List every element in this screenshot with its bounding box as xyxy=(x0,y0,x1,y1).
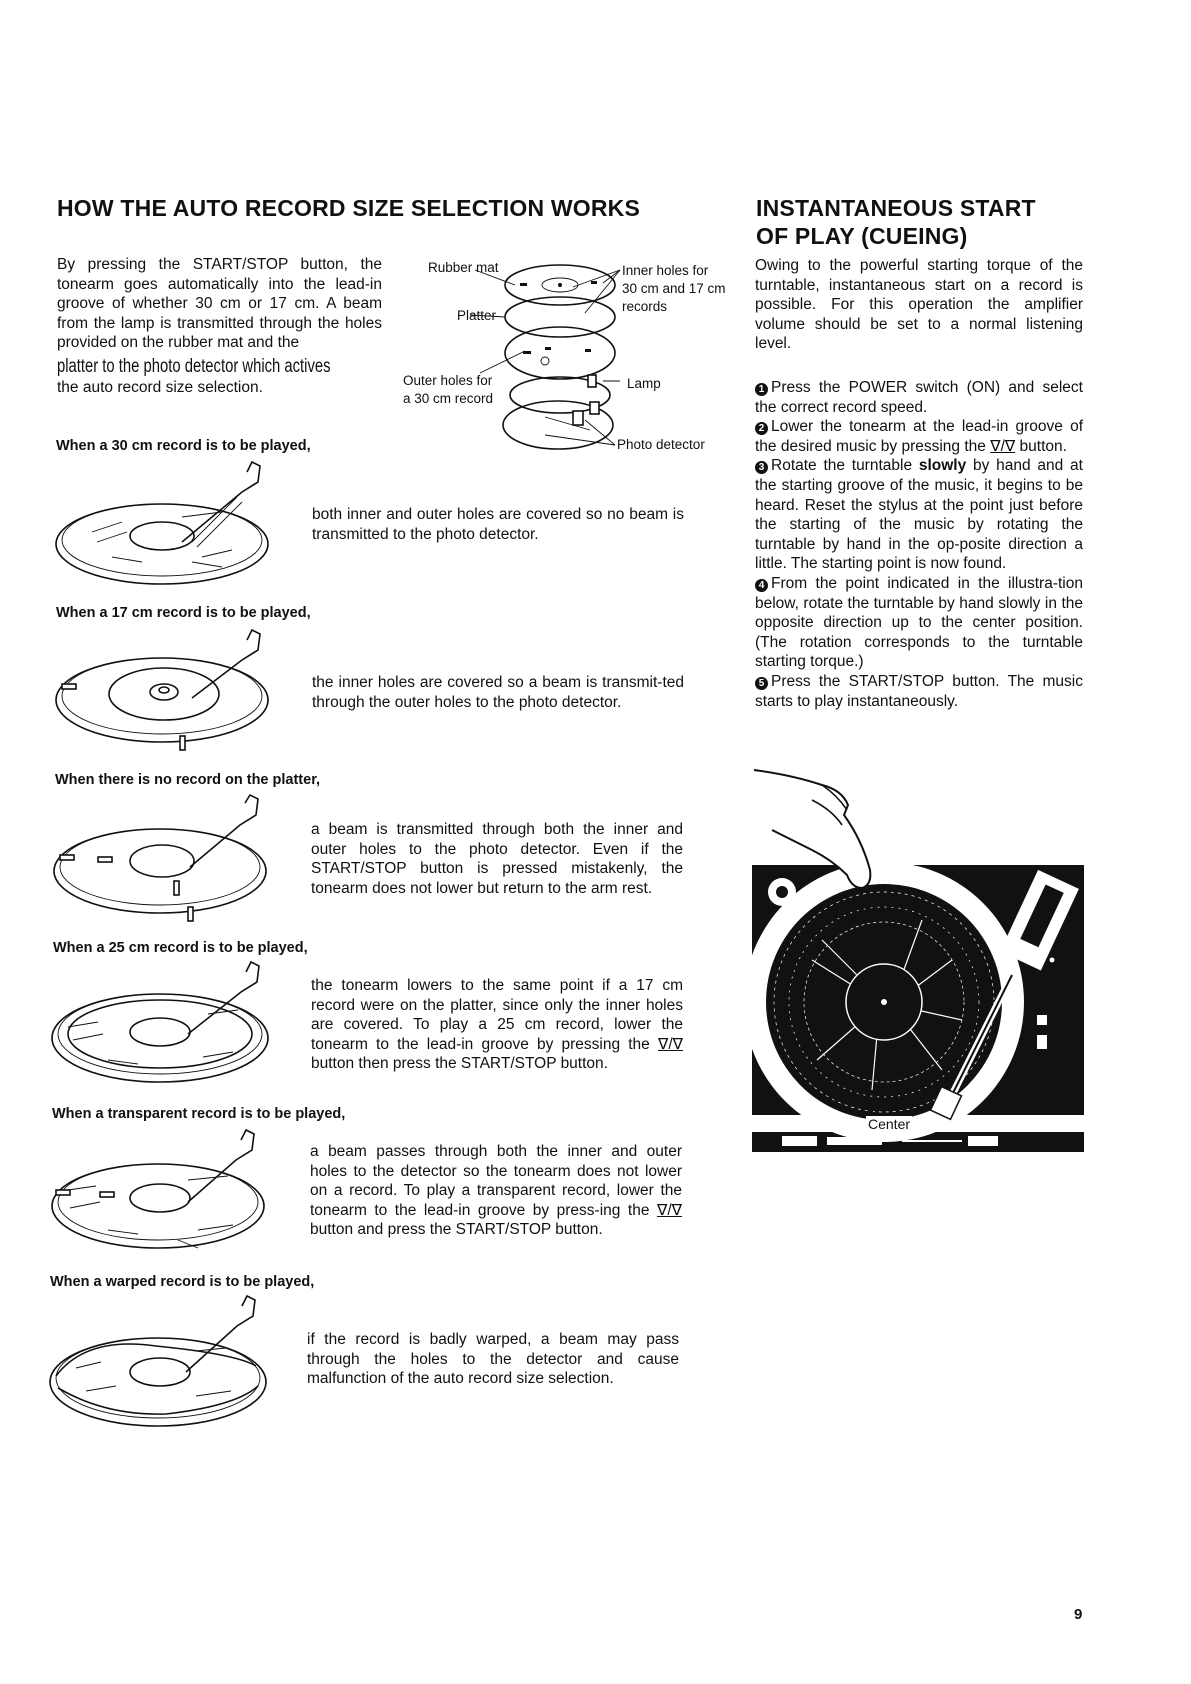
step-number-badge: 2 xyxy=(755,422,768,435)
step-number-badge: 5 xyxy=(755,677,768,690)
case-text-25cm-a: the tonearm lowers to the same point if a 17 cm record were on the platter, since only the inner holes are covered. To play a 25 cm record, lower the tonearm to the lead-in groove by pressing the xyxy=(311,977,683,1053)
turntable-30cm-icon xyxy=(52,462,272,587)
page-number: 9 xyxy=(1074,1606,1083,1623)
turntable-no-record-icon xyxy=(50,795,270,930)
step-5 xyxy=(755,672,1083,711)
intro-tail-line: the auto record size selection. xyxy=(57,379,263,396)
illustration-label-center: Center xyxy=(868,1116,911,1132)
label-inner-holes-line2: 30 cm and 17 cm xyxy=(622,281,726,296)
label-rubber-mat: Rubber mat xyxy=(428,260,499,275)
step-3-text-a: Rotate the turntable xyxy=(771,457,919,475)
case-heading-warped: When a warped record is to be played, xyxy=(50,1274,315,1290)
step-number-badge: 3 xyxy=(755,461,768,474)
case-text-transparent xyxy=(310,1142,682,1240)
right-title-line2: OF PLAY (CUEING) xyxy=(756,223,968,249)
label-photo-detector: Photo detector xyxy=(617,437,705,452)
step-3 xyxy=(755,456,1083,574)
turntable-warped-icon xyxy=(46,1296,271,1436)
case-heading-17cm: When a 17 cm record is to be played, xyxy=(56,605,311,621)
cueing-intro: Owing to the powerful starting torque of the turntable, instantaneous start on a record is possible. For this operation the amplifier volume should be set to a normal listening level. xyxy=(755,257,1083,353)
left-section-title: HOW THE AUTO RECORD SIZE SELECTION WORKS xyxy=(57,195,641,221)
case-heading-transparent: When a transparent record is to be played, xyxy=(52,1106,346,1122)
turntable-25cm-icon xyxy=(48,962,273,1092)
case-text-transparent-b: button and press the START/STOP button. xyxy=(310,1221,603,1239)
label-inner-holes xyxy=(622,262,726,316)
step-number-badge: 1 xyxy=(755,383,768,396)
step-2 xyxy=(755,417,1083,456)
case-text-no-record: a beam is transmitted through both the inner and outer holes to the photo detector. Even if the START/STOP button is pressed mistakenly, the tonearm does not lower but return to the arm rest. xyxy=(311,821,683,897)
case-text-25cm xyxy=(311,976,683,1074)
label-platter: Platter xyxy=(457,308,497,323)
lower-button-symbol: ∇/∇ xyxy=(656,1201,682,1219)
step-number-badge: 4 xyxy=(755,579,768,592)
label-outer-holes-line2: a 30 cm record xyxy=(403,391,494,406)
step-3-bold: slowly xyxy=(918,457,967,475)
turntable-transparent-icon xyxy=(48,1130,268,1260)
label-lamp: Lamp xyxy=(627,376,661,391)
label-outer-holes-line1: Outer holes for xyxy=(403,373,493,388)
cueing-turntable-illustration xyxy=(752,770,1084,1155)
step-4 xyxy=(755,574,1083,672)
case-text-25cm-b: button then press the START/STOP button. xyxy=(311,1055,608,1073)
step-1 xyxy=(755,378,1083,417)
label-outer-holes xyxy=(403,372,493,408)
case-heading-no-record: When there is no record on the platter, xyxy=(55,772,321,788)
step-1-text: Press the POWER switch (ON) and select the correct record speed. xyxy=(755,379,1083,416)
label-inner-holes-line3: records xyxy=(622,299,668,314)
step-2-text-b: button. xyxy=(1015,437,1067,455)
intro-paragraph xyxy=(57,255,382,353)
intro-main-text: By pressing the START/STOP button, the tonearm goes automatically into the lead-in groove of whether 30 cm or 17 cm. A beam from the lamp is transmitted through the holes provided on the rubber mat and the xyxy=(57,256,382,352)
lower-button-symbol: ∇/∇ xyxy=(657,1035,683,1053)
right-section-title xyxy=(756,194,1116,250)
step-4-text: From the point indicated in the illustra-tion below, rotate the turntable by hand slowly in the opposite direction up to the center position. (The rotation corresponds to the turntable starting torque.) xyxy=(755,574,1083,671)
step-5-text: Press the START/STOP button. The music starts to play instantaneously. xyxy=(755,672,1083,710)
case-heading-30cm: When a 30 cm record is to be played, xyxy=(56,438,311,454)
cueing-steps xyxy=(755,378,1083,711)
step-2-text-a: Lower the tonearm at the lead-in groove of the desired music by pressing the xyxy=(755,418,1083,455)
step-3-text-b: by hand and at the starting groove of the music, it begins to be heard. Reset the stylus at the point just before the starting of the music by rotating the turntable by hand in the op-posite direction a little. The starting point is now found. xyxy=(755,457,1083,573)
case-text-17cm: the inner holes are covered so a beam is transmit-ted through the outer holes to the photo detector. xyxy=(312,674,684,711)
case-text-transparent-a: a beam passes through both the inner and outer holes to the detector so the tonearm does not lower on a record. To play a transparent record, lower the tonearm to the lead-in groove by press-ing the xyxy=(310,1143,682,1219)
right-title-line1: INSTANTANEOUS START xyxy=(756,195,1036,221)
lower-button-symbol: ∇/∇ xyxy=(990,437,1016,455)
case-text-30cm: both inner and outer holes are covered so no beam is transmitted to the photo detector. xyxy=(312,506,684,543)
turntable-17cm-icon xyxy=(52,628,272,758)
label-inner-holes-line1: Inner holes for xyxy=(622,263,709,278)
case-text-warped: if the record is badly warped, a beam may pass through the holes to the detector and cause malfunction of the auto record size selection. xyxy=(307,1331,679,1388)
case-heading-25cm: When a 25 cm record is to be played, xyxy=(53,940,308,956)
intro-condensed-line: platter to the photo detector which actives xyxy=(57,356,331,377)
